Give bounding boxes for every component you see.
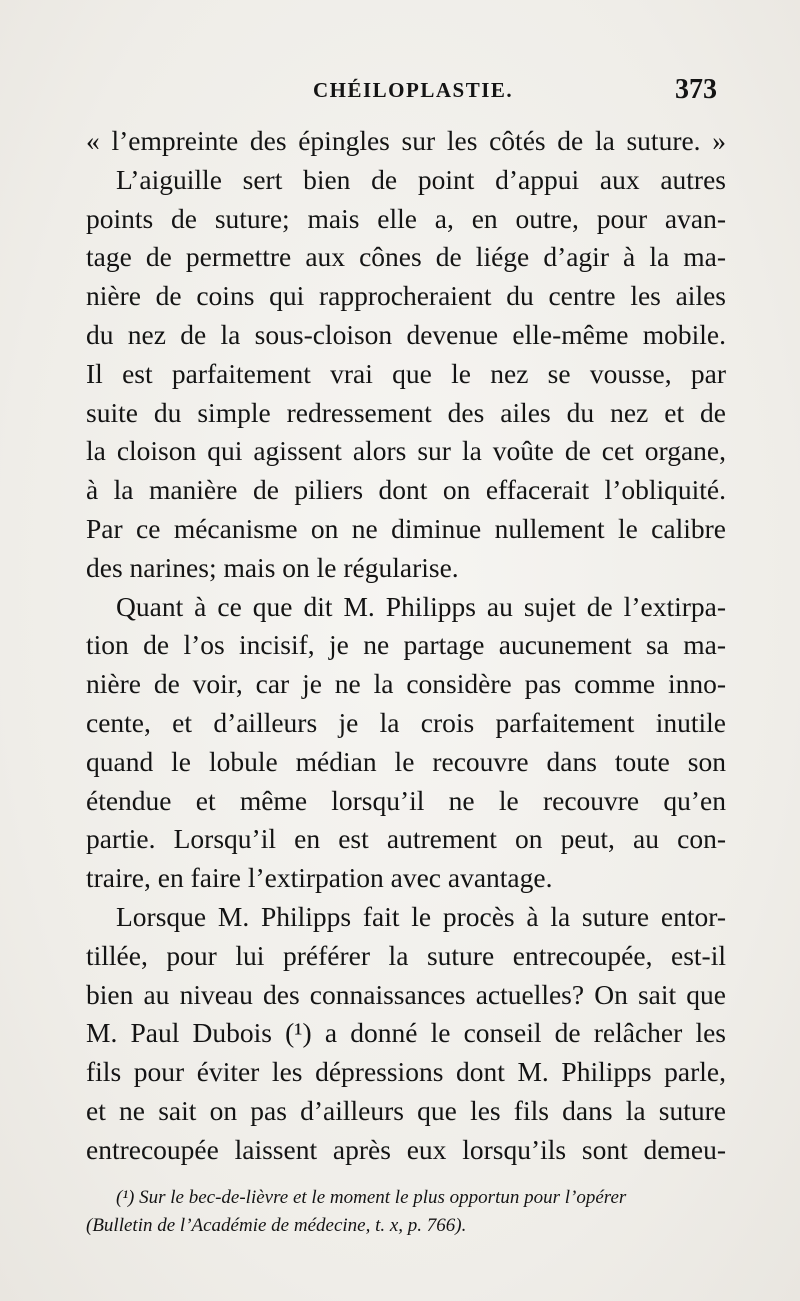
running-title: CHÉILOPLASTIE. [313, 78, 514, 102]
text-line: tillée, pour lui préférer la suture entrecoupée, est-il [86, 939, 726, 971]
text-line: fils pour éviter les dépressions dont M. Philipps parle, [86, 1056, 726, 1088]
text-line: et ne sait on pas d’ailleurs que les fils dans la suture [86, 1094, 726, 1126]
text-line: nière de coins qui rapprocheraient du centre les ailes [86, 280, 726, 312]
body-text [86, 122, 726, 1170]
text-line: traire, en faire l’extirpation avec avantage. [86, 862, 553, 894]
text-line: à la manière de piliers dont on effacerait l’obliquité. [86, 474, 726, 506]
footnote-line: (Bulletin de l’Académie de médecine, t. x, p. 766). [86, 1215, 467, 1236]
text-line: partie. Lorsqu’il en est autrement on peut, au con- [86, 823, 726, 855]
text-line: du nez de la sous-cloison devenue elle-même mobile. [86, 318, 726, 350]
footnotes [86, 1184, 726, 1240]
text-line: des narines; mais on le régularise. [86, 551, 459, 583]
text-line: points de suture; mais elle a, en outre, pour avan- [86, 202, 726, 234]
text-line: la cloison qui agissent alors sur la voûte de cet organe, [86, 435, 726, 467]
text-line: L’aiguille sert bien de point d’appui aux autres [116, 163, 726, 195]
page-header [85, 74, 725, 110]
text-line: M. Paul Dubois (¹) a donné le conseil de relâcher les [86, 1017, 726, 1049]
text-line: cente, et d’ailleurs je la crois parfaitement inutile [86, 706, 726, 738]
text-line: Par ce mécanisme on ne diminue nullement le calibre [86, 512, 726, 544]
text-line: suite du simple redressement des ailes du nez et de [86, 396, 726, 428]
text-line: nière de voir, car je ne la considère pas comme inno- [86, 668, 726, 700]
footnote-line: (¹) Sur le bec-de-lièvre et le moment le plus opportun pour l’opérer [116, 1187, 627, 1208]
text-line: étendue et même lorsqu’il ne le recouvre qu’en [86, 784, 726, 816]
text-line: « l’empreinte des épingles sur les côtés de la suture. » [86, 125, 726, 156]
text-line: tage de permettre aux cônes de liége d’agir à la ma- [86, 241, 726, 273]
text-line: Il est parfaitement vrai que le nez se vousse, par [86, 357, 726, 389]
page-number: 373 [675, 74, 717, 105]
text-line: quand le lobule médian le recouvre dans toute son [86, 745, 726, 777]
text-line: Quant à ce que dit M. Philipps au sujet de l’extirpa- [116, 590, 726, 622]
text-line: bien au niveau des connaissances actuelles? On sait que [86, 978, 726, 1010]
text-line: tion de l’os incisif, je ne partage aucunement sa ma- [86, 629, 726, 661]
text-line: entrecoupée laissent après eux lorsqu’ils sont demeu- [86, 1133, 726, 1165]
text-line: Lorsque M. Philipps fait le procès à la suture entor- [116, 900, 726, 932]
